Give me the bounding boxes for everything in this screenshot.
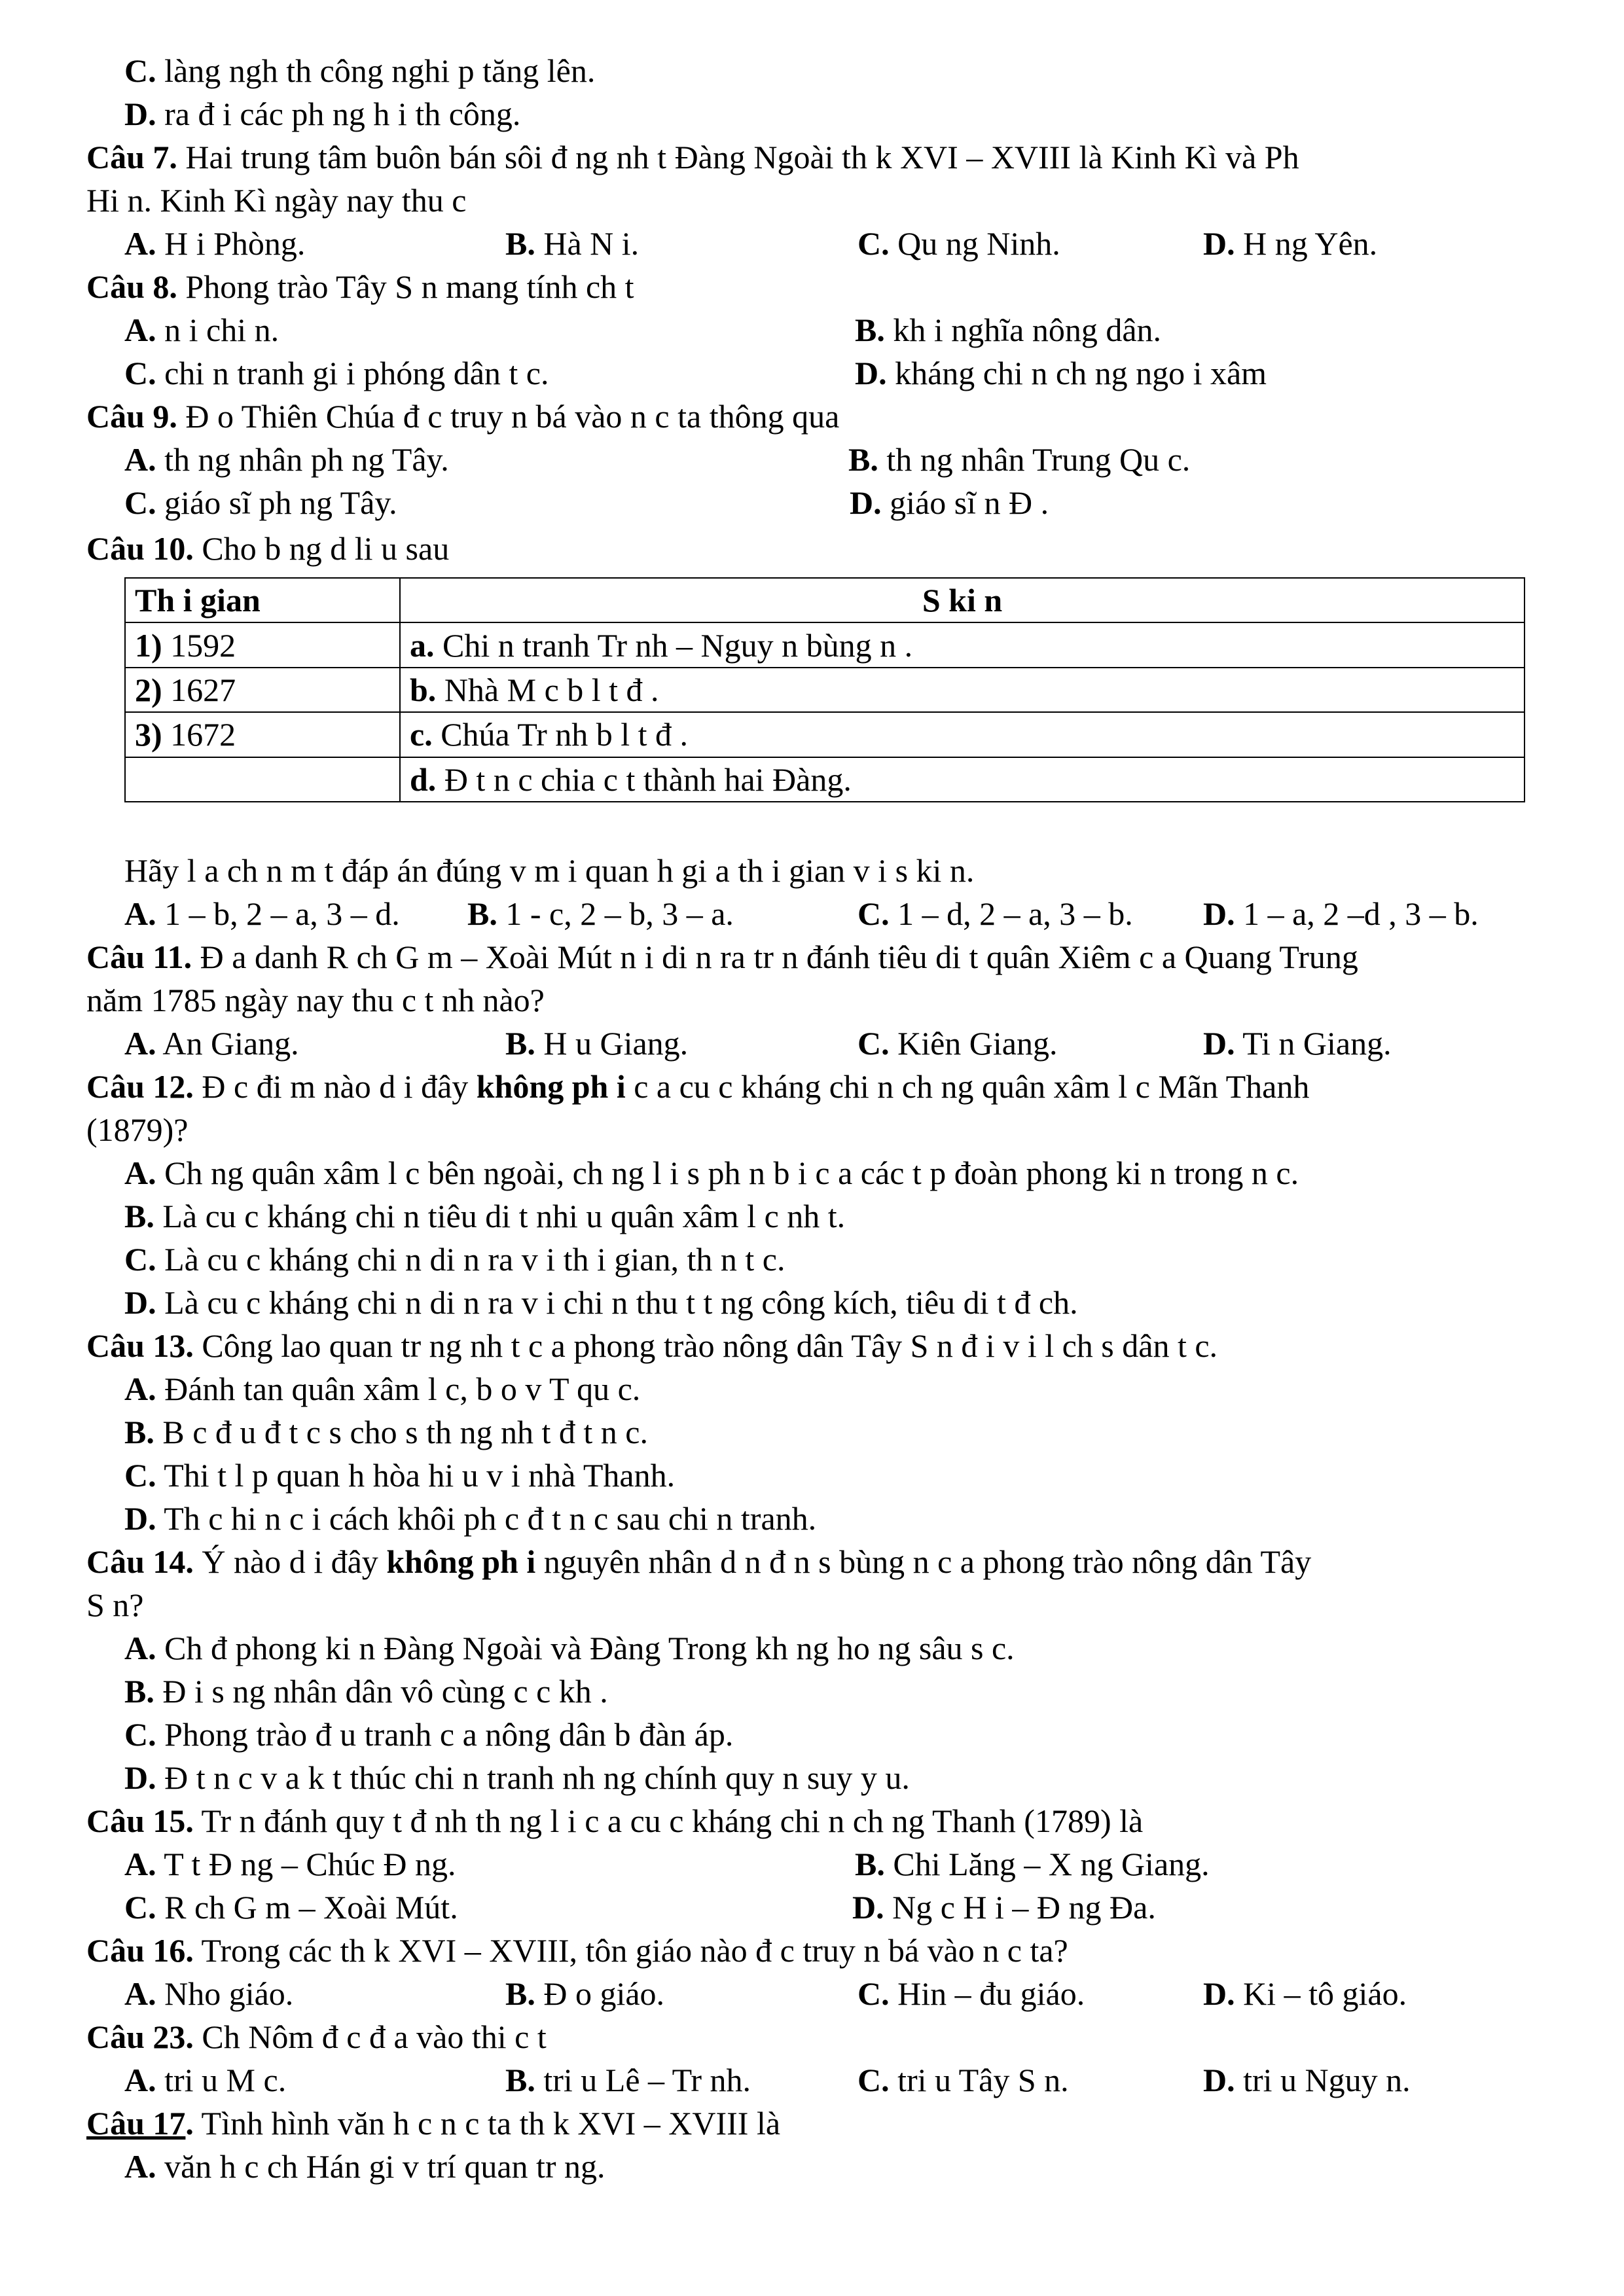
- header-event: S ki n: [400, 578, 1525, 622]
- question-23: Câu 23. Ch Nôm đ c đ a vào thi c t: [86, 2018, 547, 2055]
- option-a: A. văn h c ch Hán gi v trí quan tr ng.: [124, 2148, 605, 2185]
- option-b: B. 1 - c, 2 – b, 3 – a.: [467, 895, 734, 932]
- header-time: Th i gian: [125, 578, 400, 622]
- option-c: C. Qu ng Ninh.: [857, 225, 1060, 262]
- option-a: A. 1 – b, 2 – a, 3 – d.: [124, 895, 400, 932]
- option-b: B. B c đ u đ t c s cho s th ng nh t đ t n c.: [124, 1414, 648, 1450]
- question-10: Câu 10. Cho b ng d li u sau: [86, 530, 450, 567]
- option-b: B. Là cu c kháng chi n tiêu di t nhi u quân xâm l c nh t.: [124, 1198, 846, 1234]
- option-a: A. Ch đ phong ki n Đàng Ngoài và Đàng Trong kh ng ho ng sâu s c.: [124, 1630, 1015, 1666]
- option-a: A. th ng nhân ph ng Tây.: [124, 441, 449, 478]
- question-16: Câu 16. Trong các th k XVI – XVIII, tôn giáo nào đ c truy n bá vào n c ta?: [86, 1932, 1068, 1969]
- option-a: A. Nho giáo.: [124, 1975, 294, 2012]
- question-10-prompt: Hãy l a ch n m t đáp án đúng v m i quan h gi a th i gian v i s ki n.: [124, 852, 975, 889]
- option-a: A. Đánh tan quân xâm l c, b o v T qu c.: [124, 1371, 641, 1407]
- option-d: D. Th c hi n c i cách khôi ph c đ t n c sau chi n tranh.: [124, 1500, 817, 1537]
- question-14: Câu 14. Ý nào d i đây không ph i nguyên nhân d n đ n s bùng n c a phong trào nông dân Tây: [86, 1543, 1312, 1580]
- option-b: B. Đ o giáo.: [505, 1975, 665, 2012]
- option-a: A. n i chi n.: [124, 312, 280, 348]
- option-c: C. giáo sĩ ph ng Tây.: [124, 484, 397, 521]
- option-c: C. Thi t l p quan h hòa hi u v i nhà Thanh.: [124, 1457, 676, 1494]
- question-7-cont: Hi n. Kinh Kì ngày nay thu c: [86, 182, 467, 219]
- option-b: B. th ng nhân Trung Qu c.: [848, 441, 1191, 478]
- option-c: C. làng ngh th công nghi p tăng lên.: [124, 52, 596, 89]
- question-12: Câu 12. Đ c đi m nào d i đây không ph i c a cu c kháng chi n ch ng quân xâm l c Mãn Thanh: [86, 1068, 1310, 1105]
- question-11: Câu 11. Đ a danh R ch G m – Xoài Mút n i di n ra tr n đánh tiêu di t quân Xiêm c a Quang Trung: [86, 939, 1358, 975]
- question-14-cont: S n?: [86, 1587, 144, 1623]
- option-c: C. Là cu c kháng chi n di n ra v i th i gian, th n t c.: [124, 1241, 785, 1278]
- option-d: D. ra đ i các ph ng h i th công.: [124, 96, 521, 132]
- option-b: B. Đ i s ng nhân dân vô cùng c c kh .: [124, 1673, 608, 1710]
- option-b: B. H u Giang.: [505, 1025, 689, 1062]
- option-c: C. Hin – đu giáo.: [857, 1975, 1085, 2012]
- table-row: 2) 1627 b. Nhà M c b l t đ .: [125, 668, 1525, 712]
- option-a: A. An Giang.: [124, 1025, 299, 1062]
- question-8: Câu 8. Phong trào Tây S n mang tính ch t: [86, 268, 634, 305]
- option-c: C. chi n tranh gi i phóng dân t c.: [124, 355, 549, 391]
- option-d: D. H ng Yên.: [1203, 225, 1378, 262]
- option-a: A. H i Phòng.: [124, 225, 306, 262]
- option-b: B. Chi Lăng – X ng Giang.: [855, 1846, 1210, 1882]
- option-b: B. tri u Lê – Tr nh.: [505, 2062, 751, 2098]
- question-9: Câu 9. Đ o Thiên Chúa đ c truy n bá vào n c ta thông qua: [86, 398, 840, 435]
- option-a: A. tri u M c.: [124, 2062, 287, 2098]
- events-table: [124, 577, 1525, 802]
- option-a: A. T t Đ ng – Chúc Đ ng.: [124, 1846, 456, 1882]
- table-row: 3) 1672 c. Chúa Tr nh b l t đ .: [125, 712, 1525, 757]
- option-d: D. Ki – tô giáo.: [1203, 1975, 1407, 2012]
- question-13: Câu 13. Công lao quan tr ng nh t c a phong trào nông dân Tây S n đ i v i l ch s dân t c.: [86, 1327, 1218, 1364]
- option-c: C. 1 – d, 2 – a, 3 – b.: [857, 895, 1133, 932]
- table-header-row: [125, 578, 1525, 622]
- question-17: Câu 17. Tình hình văn h c n c ta th k XVI – XVIII là: [86, 2105, 781, 2142]
- option-a: A. Ch ng quân xâm l c bên ngoài, ch ng l i s ph n b i c a các t p đoàn phong ki n trong n c.: [124, 1155, 1299, 1191]
- option-d: D. kháng chi n ch ng ngo i xâm: [855, 355, 1267, 391]
- question-7: Câu 7. Hai trung tâm buôn bán sôi đ ng nh t Đàng Ngoài th k XVI – XVIII là Kinh Kì và Ph: [86, 139, 1299, 175]
- question-15: Câu 15. Tr n đánh quy t đ nh th ng l i c a cu c kháng chi n ch ng Thanh (1789) là: [86, 1803, 1144, 1839]
- question-12-cont: (1879)?: [86, 1111, 189, 1148]
- option-c: C. tri u Tây S n.: [857, 2062, 1069, 2098]
- option-c: C. Phong trào đ u tranh c a nông dân b đàn áp.: [124, 1716, 734, 1753]
- option-d: D. 1 – a, 2 –d , 3 – b.: [1203, 895, 1479, 932]
- option-b: B. Hà N i.: [505, 225, 640, 262]
- option-d: D. giáo sĩ n Đ .: [850, 484, 1049, 521]
- option-d: D. Ti n Giang.: [1203, 1025, 1392, 1062]
- option-d: D. Là cu c kháng chi n di n ra v i chi n thu t t ng công kích, tiêu di t đ ch.: [124, 1284, 1078, 1321]
- question-11-cont: năm 1785 ngày nay thu c t nh nào?: [86, 982, 545, 1018]
- option-c: C. Kiên Giang.: [857, 1025, 1058, 1062]
- table-row: d. Đ t n c chia c t thành hai Đàng.: [125, 757, 1525, 802]
- option-c: C. R ch G m – Xoài Mút.: [124, 1889, 458, 1926]
- option-b: B. kh i nghĩa nông dân.: [855, 312, 1162, 348]
- table-row: 1) 1592 a. Chi n tranh Tr nh – Nguy n bùng n .: [125, 622, 1525, 667]
- option-d: D. Ng c H i – Đ ng Đa.: [852, 1889, 1156, 1926]
- option-d: D. tri u Nguy n.: [1203, 2062, 1411, 2098]
- option-d: D. Đ t n c v a k t thúc chi n tranh nh ng chính quy n suy y u.: [124, 1759, 910, 1796]
